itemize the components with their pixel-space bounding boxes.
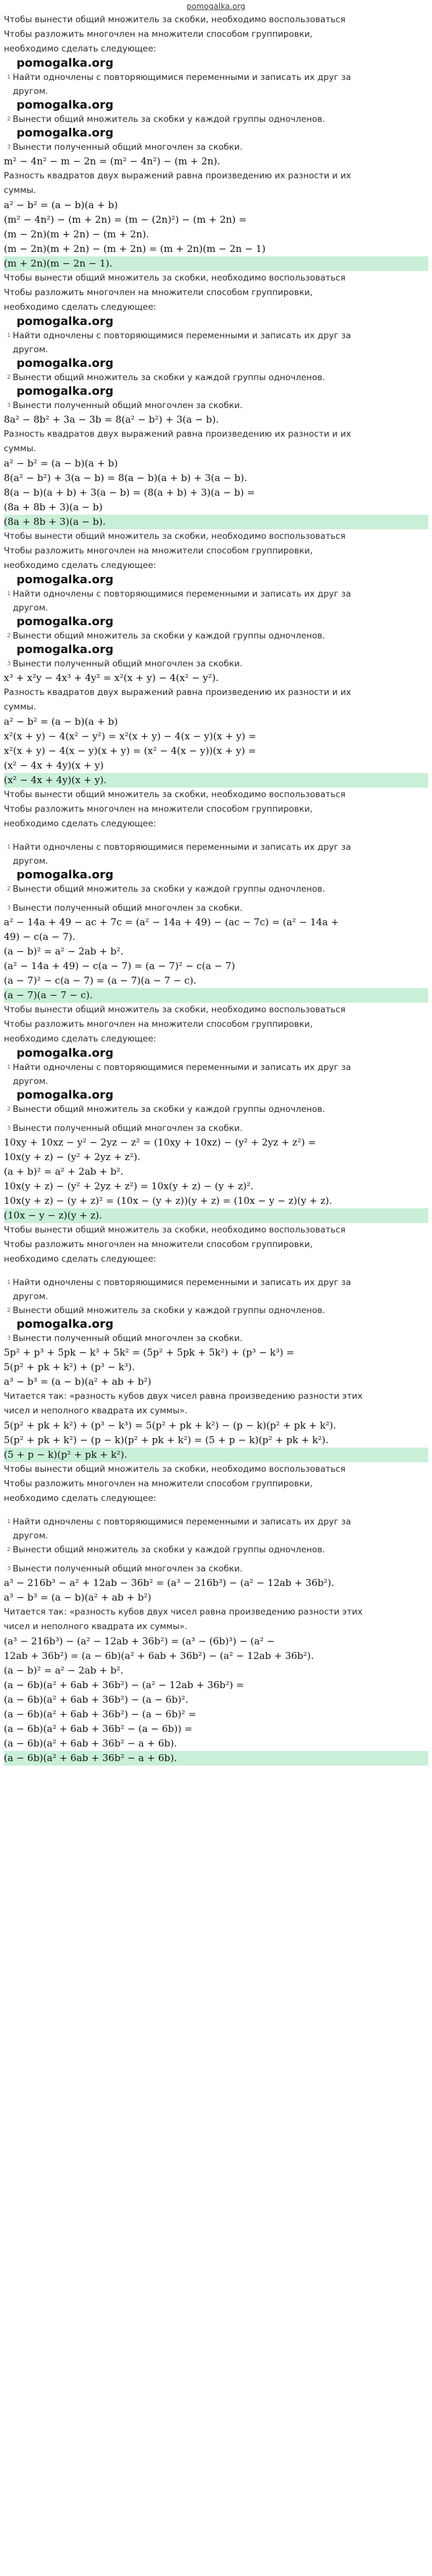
solution-block-2	[0, 271, 432, 529]
watermark: pomogalka.org	[17, 573, 114, 586]
intro-line-2: Чтобы разложить многочлен на множители способом группировки,	[4, 1479, 313, 1489]
intro-line-2: Чтобы разложить многочлен на множители способом группировки,	[4, 546, 313, 556]
formula: (x² − 4x + 4y)(x + y)	[4, 760, 104, 771]
watermark: pomogalka.org	[17, 385, 114, 398]
watermark: pomogalka.org	[17, 1047, 114, 1060]
step-1: 1 Найти одночлены с повторяющимися переменными и записать их друг за	[7, 1062, 351, 1073]
solution-block-5	[0, 1003, 432, 1223]
step-1: 1 Найти одночлены с повторяющимися переменными и записать их друг за	[7, 1278, 351, 1288]
site-header	[0, 0, 432, 13]
formula: 8a² − 8b² + 3a − 3b = 8(a² − b²) + 3(a − b).	[4, 414, 219, 425]
step-2: 2 Вынести общий множитель за скобки у каждой группы одночленов.	[7, 1305, 325, 1316]
answer: (m + 2n)(m − 2n − 1).	[4, 256, 428, 271]
intro-line-3: необходимо сделать следующее:	[4, 560, 156, 571]
formula: x³ + x²y − 4x³ + 4y² = x²(x + y) − 4(x² − y²).	[4, 672, 219, 684]
cubes-note: Читается так: «разность кубов двух чисел равна произведению разности этих	[4, 1607, 363, 1617]
watermark: pomogalka.org	[17, 643, 114, 656]
formula: a³ − b³ = (a − b)(a² + ab + b²)	[4, 1376, 152, 1387]
intro-line-2: Чтобы разложить многочлен на множители способом группировки,	[4, 287, 313, 298]
formula: 10xy + 10xz − y² − 2yz − z² = (10xy + 10xz) − (y² + 2yz + z²) =	[4, 1137, 316, 1148]
intro-line-1: Чтобы вынести общий множитель за скобки, необходимо воспользоваться	[4, 789, 346, 800]
step-1: 1 Найти одночлены с повторяющимися переменными и записать их друг за	[7, 842, 351, 852]
step-2: 2 Вынести общий множитель за скобки у каждой группы одночленов.	[7, 1104, 325, 1114]
intro-line-1: Чтобы вынести общий множитель за скобки, необходимо воспользоваться	[4, 1225, 346, 1235]
formula: (a − 6b)(a² + 6ab + 36b²) − (a² − 12ab + 36b²) =	[4, 1679, 245, 1691]
formula: 12ab + 36b²) = (a − 6b)(a² + 6ab + 36b²) − (a² − 12ab + 36b²).	[4, 1650, 314, 1661]
sums-text: суммы.	[4, 185, 36, 195]
answer: (a − 7)(a − 7 − c).	[4, 988, 428, 1003]
step-1-cont: другом.	[13, 1531, 48, 1541]
formula: a² − b² = (a − b)(a + b)	[4, 199, 118, 211]
watermark: pomogalka.org	[17, 56, 114, 70]
formula: 8(a − b)(a + b) + 3(a − b) = (8(a + b) + 3)(a − b) =	[4, 487, 255, 498]
intro-line-1: Чтобы вынести общий множитель за скобки, необходимо воспользоваться	[4, 15, 346, 25]
cubes-note-2: чисел и неполного квадрата их суммы».	[4, 1622, 188, 1632]
formula: 10x(y + z) − (y² + 2yz + z²).	[4, 1151, 140, 1163]
step-2: 2 Вынести общий множитель за скобки у каждой группы одночленов.	[7, 373, 325, 383]
formula: (m² − 4n²) − (m + 2n) = (m − (2n)²) − (m + 2n) =	[4, 214, 247, 225]
intro-line-3: необходимо сделать следующее:	[4, 819, 156, 829]
watermark: pomogalka.org	[17, 615, 114, 628]
step-1-cont: другом.	[13, 1076, 48, 1087]
site-title-link[interactable]: pomogalka.org	[186, 2, 246, 11]
formula: (a³ − 216b³) − (a² − 12ab + 36b²) = (a³ − (6b)³) − (a² −	[4, 1635, 275, 1647]
watermark: pomogalka.org	[17, 357, 114, 370]
intro-line-1: Чтобы вынести общий множитель за скобки, необходимо воспользоваться	[4, 531, 346, 541]
answer: (8a + 8b + 3)(a − b).	[4, 515, 428, 529]
formula: (a − b)² = a² − 2ab + b².	[4, 946, 124, 957]
step-3: 3 Вынести полученный общий многочлен за скобки.	[7, 903, 243, 913]
formula: x²(x + y) − 4(x − y)(x + y) = (x² − 4(x − y))(x + y) =	[4, 745, 257, 756]
intro-line-2: Чтобы разложить многочлен на множители способом группировки,	[4, 1019, 313, 1029]
formula: 10x(y + z) − (y² + 2yz + z²) = 10x(y + z) − (y + z)².	[4, 1180, 253, 1192]
intro-line-3: необходимо сделать следующее:	[4, 1493, 156, 1503]
watermark: pomogalka.org	[17, 1318, 114, 1331]
formula: (a − 6b)(a² + 6ab + 36b²) − (a − 6b)² =	[4, 1708, 196, 1720]
step-3: 3 Вынести полученный общий многочлен за скобки.	[7, 1564, 243, 1574]
watermark: pomogalka.org	[17, 98, 114, 112]
formula: (m − 2n)(m + 2n) − (m + 2n) = (m + 2n)(m − 2n − 1)	[4, 243, 266, 254]
step-1-cont: другом.	[13, 1291, 48, 1302]
diff-squares-text: Разность квадратов двух выражений равна произведению их разности и их	[4, 687, 351, 697]
answer: (5 + p − k)(p² + pk + k²).	[4, 1448, 428, 1462]
step-3: 3 Вынести полученный общий многочлен за скобки.	[7, 142, 243, 152]
step-2: 2 Вынести общий множитель за скобки у каждой группы одночленов.	[7, 1545, 325, 1555]
formula: 5(p² + pk + k²) + (p³ − k³).	[4, 1361, 135, 1373]
intro-line-1: Чтобы вынести общий множитель за скобки, необходимо воспользоваться	[4, 273, 346, 283]
formula: (a − b)² = a² − 2ab + b².	[4, 1665, 124, 1676]
watermark: pomogalka.org	[17, 126, 114, 140]
formula: (a² − 14a + 49) − c(a − 7) = (a − 7)² − c(a − 7)	[4, 960, 235, 972]
step-1-cont: другом.	[13, 603, 48, 613]
formula: (a − 6b)(a² + 6ab + 36b² − (a − 6b)) =	[4, 1723, 192, 1734]
step-1: 1 Найти одночлены с повторяющимися переменными и записать их друг за	[7, 331, 351, 341]
formula: x²(x + y) − 4(x² − y²) = x²(x + y) − 4(x − y)(x + y) =	[4, 730, 257, 742]
step-3: 3 Вынести полученный общий многочлен за скобки.	[7, 1123, 243, 1133]
solution-block-1	[0, 13, 432, 271]
intro-line-2: Чтобы разложить многочлен на множители способом группировки,	[4, 804, 313, 814]
answer: (10x − y − z)(y + z).	[4, 1208, 428, 1223]
formula: 49) − c(a − 7).	[4, 931, 76, 942]
diff-squares-text: Разность квадратов двух выражений равна произведению их разности и их	[4, 171, 351, 181]
watermark: pomogalka.org	[17, 315, 114, 328]
intro-line-2: Чтобы разложить многочлен на множители способом группировки,	[4, 1239, 313, 1250]
formula: (a − 7)² − c(a − 7) = (a − 7)(a − 7 − c).	[4, 975, 197, 986]
answer: (a − 6b)(a² + 6ab + 36b² − a + 6b).	[4, 1751, 428, 1766]
intro-line-2: Чтобы разложить многочлен на множители способом группировки,	[4, 29, 313, 39]
step-1: 1 Найти одночлены с повторяющимися переменными и записать их друг за	[7, 72, 351, 83]
sums-text: суммы.	[4, 444, 36, 454]
watermark: pomogalka.org	[17, 1088, 114, 1102]
sums-text: суммы.	[4, 702, 36, 712]
formula: m² − 4n² − m − 2n = (m² − 4n²) − (m + 2n).	[4, 155, 220, 167]
answer: (x² − 4x + 4y)(x + y).	[4, 773, 428, 788]
step-2: 2 Вынести общий множитель за скобки у каждой группы одночленов.	[7, 114, 325, 124]
diff-squares-text: Разность квадратов двух выражений равна произведению их разности и их	[4, 429, 351, 439]
formula: a² − 14a + 49 − ac + 7c = (a² − 14a + 49) − (ac − 7c) = (a² − 14a +	[4, 916, 339, 928]
cubes-note-2: чисел и неполного квадрата их суммы».	[4, 1406, 188, 1416]
intro-line-3: необходимо сделать следующее:	[4, 1254, 156, 1264]
step-1: 1 Найти одночлены с повторяющимися переменными и записать их друг за	[7, 1517, 351, 1527]
solution-block-6	[0, 1223, 432, 1462]
intro-line-1: Чтобы вынести общий множитель за скобки, необходимо воспользоваться	[4, 1005, 346, 1015]
intro-line-3: необходимо сделать следующее:	[4, 302, 156, 312]
solution-block-3	[0, 529, 432, 788]
formula: 5(p² + pk + k²) + (p³ − k³) = 5(p² + pk + k²) − (p − k)(p² + pk + k²).	[4, 1420, 337, 1431]
formula: a³ − 216b³ − a² + 12ab − 36b² = (a³ − 216b³) − (a² − 12ab + 36b²).	[4, 1577, 335, 1589]
formula: 5(p² + pk + k²) − (p − k)(p² + pk + k²) = (5 + p − k)(p² + pk + k²).	[4, 1434, 329, 1446]
formula: (a + b)² = a² + 2ab + b².	[4, 1166, 124, 1177]
step-1: 1 Найти одночлены с повторяющимися переменными и записать их друг за	[7, 589, 351, 599]
intro-line-3: необходимо сделать следующее:	[4, 44, 156, 54]
formula: a³ − b³ = (a − b)(a² + ab + b²)	[4, 1592, 152, 1603]
formula: 10x(y + z) − (y + z)² = (10x − (y + z))(y + z) = (10x − y − z)(y + z).	[4, 1195, 332, 1206]
formula: 8(a² − b²) + 3(a − b) = 8(a − b)(a + b) + 3(a − b).	[4, 472, 248, 484]
cubes-note: Читается так: «разность кубов двух чисел равна произведению разности этих	[4, 1391, 363, 1401]
solution-block-7	[0, 1462, 432, 1766]
intro-line-3: необходимо сделать следующее:	[4, 1034, 156, 1044]
intro-line-1: Чтобы вынести общий множитель за скобки, необходимо воспользоваться	[4, 1464, 346, 1474]
formula: a² − b² = (a − b)(a + b)	[4, 458, 118, 469]
step-3: 3 Вынести полученный общий многочлен за скобки.	[7, 659, 243, 669]
step-1-cont: другом.	[13, 345, 48, 355]
formula: (a − 6b)(a² + 6ab + 36b² − a + 6b).	[4, 1738, 177, 1749]
step-1-cont: другом.	[13, 86, 48, 96]
formula: (8a + 8b + 3)(a − b)	[4, 501, 103, 513]
watermark: pomogalka.org	[17, 868, 114, 882]
formula: 5p² + p³ + 5pk − k³ + 5k² = (5p² + 5pk + 5k²) + (p³ − k³) =	[4, 1347, 295, 1358]
step-1-cont: другом.	[13, 856, 48, 866]
formula: (a − 6b)(a² + 6ab + 36b²) − (a − 6b)².	[4, 1694, 189, 1705]
step-2: 2 Вынести общий множитель за скобки у каждой группы одночленов.	[7, 631, 325, 641]
formula: a² − b² = (a − b)(a + b)	[4, 716, 118, 727]
step-3: 3 Вынести полученный общий многочлен за скобки.	[7, 400, 243, 411]
step-2: 2 Вынести общий множитель за скобки у каждой группы одночленов.	[7, 884, 325, 894]
formula: (m − 2n)(m + 2n) − (m + 2n).	[4, 228, 149, 240]
step-3: 3 Вынести полученный общий многочлен за скобки.	[7, 1333, 243, 1344]
solution-block-4	[0, 788, 432, 1003]
